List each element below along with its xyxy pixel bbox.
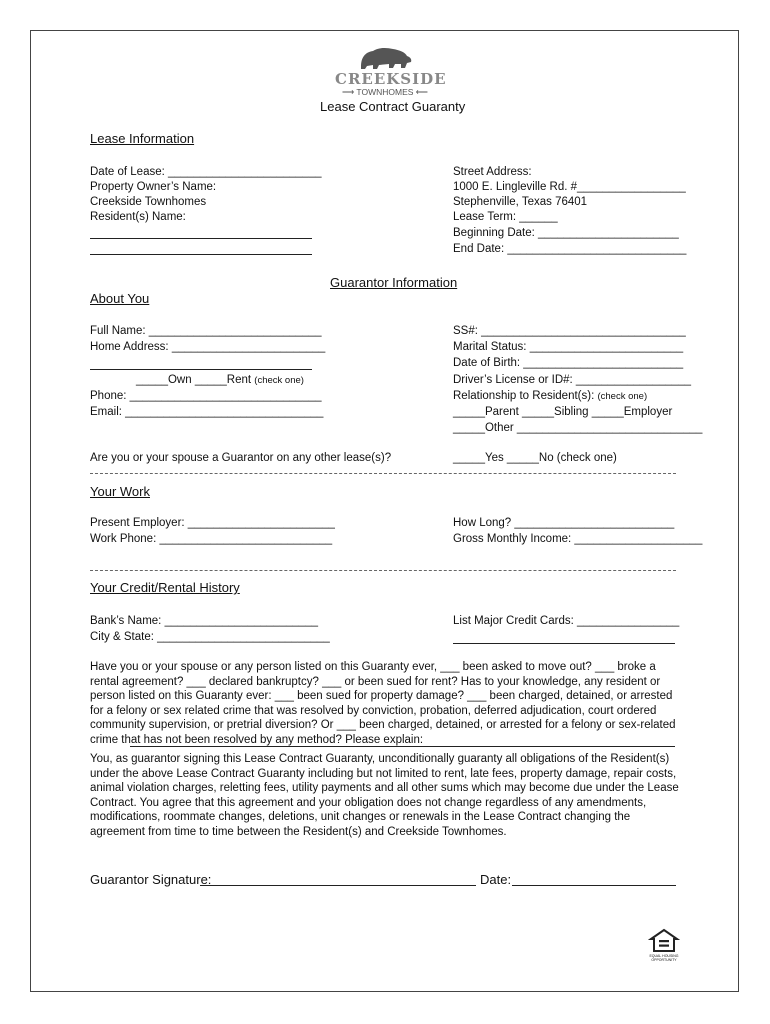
guaranty-agreement-paragraph: You, as guarantor signing this Lease Contract Guaranty, unconditionally guaranty all obligations of the Resident(s) under the above Lease Contract Guaranty including but not limited to rent, late fees, property damage, repair costs, animal violation charges, reletting fees, utility payments and all other sums which may become due under the Lease Contract. You agree that this agreement and your obligation does not change regardless of any amendments, modifications, roommate changes, deletions, unit changes or renewals in the Lease Contract changing the agreement from time to time between the Resident(s) and Creekside Townhomes. xyxy=(90,753,679,838)
divider xyxy=(90,570,676,571)
guarantor-signature-line[interactable] xyxy=(200,885,476,886)
residents-name-line-1[interactable] xyxy=(90,238,312,239)
relationship-check-note: (check one) xyxy=(597,391,648,402)
present-employer-field[interactable]: Present Employer: _______________________ xyxy=(90,517,335,529)
logo-name: CREEKSIDE xyxy=(335,70,447,88)
relationship-label xyxy=(453,390,647,402)
owner-name-label: Property Owner’s Name: xyxy=(90,181,217,193)
gross-income-field[interactable]: Gross Monthly Income: ____________________ xyxy=(453,533,703,545)
home-address-line-2[interactable] xyxy=(90,369,312,370)
arrow-icon: ⟶ xyxy=(342,87,355,97)
relationship-label-text: Relationship to Resident(s): xyxy=(453,390,595,402)
bank-name-field[interactable]: Bank’s Name: ________________________ xyxy=(90,615,319,627)
drivers-license-field[interactable]: Driver’s License or ID#: __________________ xyxy=(453,374,692,386)
other-lease-answer[interactable]: _____Yes _____No (check one) xyxy=(453,452,617,464)
section-guarantor-information: Guarantor Information xyxy=(330,275,458,290)
logo-subtitle xyxy=(335,87,435,98)
ssn-field[interactable]: SS#: ________________________________ xyxy=(453,325,686,337)
divider xyxy=(90,473,676,474)
logo-sub-text: TOWNHOMES xyxy=(356,87,414,97)
document-title: Lease Contract Guaranty xyxy=(320,99,466,114)
marital-status-field[interactable]: Marital Status: ________________________ xyxy=(453,341,684,353)
equal-housing-opportunity-icon xyxy=(648,928,680,957)
own-rent-text[interactable]: _____Own _____Rent xyxy=(136,374,252,386)
work-phone-field[interactable]: Work Phone: ___________________________ xyxy=(90,533,333,545)
section-credit-rental-history: Your Credit/Rental History xyxy=(90,580,240,595)
arrow-icon: ⟵ xyxy=(415,87,428,97)
other-lease-question: Are you or your spouse a Guarantor on any other lease(s)? xyxy=(90,452,392,464)
how-long-field[interactable]: How Long? _________________________ xyxy=(453,517,675,529)
email-field[interactable]: Email: _______________________________ xyxy=(90,406,324,418)
street-address-field[interactable]: 1000 E. Lingleville Rd. #_________________ xyxy=(453,181,686,193)
residents-name-line-2[interactable] xyxy=(90,254,312,255)
explain-line[interactable] xyxy=(130,746,675,747)
phone-field[interactable]: Phone: ______________________________ xyxy=(90,390,322,402)
relationship-options[interactable]: _____Parent _____Sibling _____Employer xyxy=(453,406,673,418)
history-questions-paragraph: Have you or your spouse or any person listed on this Guaranty ever, ___ been asked to move out? ___ broke a rental agreement? ___ declared bankruptcy? ___ or been sued for rent? Has to your knowledge, any resident or person listed on this Guaranty ever: ___ been sued for property damage? ___ been charged, detained, or arrested for a felony or sex related crime that was resolved by conviction, probation, deferred adjudication, court ordered community supervision, or pretrial diversion? Or ___ been charged, detained, or arrested for a felony or sex-related crime that has not been resolved by any method? Please explain: xyxy=(90,661,676,746)
own-rent-options[interactable] xyxy=(136,374,304,386)
equal-housing-text: EQUAL HOUSING OPPORTUNITY xyxy=(649,954,679,962)
date-of-birth-field[interactable]: Date of Birth: _________________________ xyxy=(453,357,684,369)
end-date-field[interactable]: End Date: ____________________________ xyxy=(453,243,687,255)
section-your-work: Your Work xyxy=(90,484,150,499)
signature-date-line[interactable] xyxy=(512,885,676,886)
guarantor-signature-label: Guarantor Signature: xyxy=(90,872,212,887)
credit-cards-line-2[interactable] xyxy=(453,643,675,644)
date-of-lease-field[interactable]: Date of Lease: ________________________ xyxy=(90,166,322,178)
relationship-other-field[interactable]: _____Other _____________________________ xyxy=(453,422,703,434)
beginning-date-field[interactable]: Beginning Date: ______________________ xyxy=(453,227,679,239)
home-address-field[interactable]: Home Address: ________________________ xyxy=(90,341,326,353)
signature-date-label: Date: xyxy=(480,872,512,887)
credit-cards-field[interactable]: List Major Credit Cards: ________________ xyxy=(453,615,680,627)
bank-city-state-field[interactable]: City & State: ___________________________ xyxy=(90,631,330,643)
city-state-value: Stephenville, Texas 76401 xyxy=(453,196,588,208)
street-address-label: Street Address: xyxy=(453,166,532,178)
lease-term-field[interactable]: Lease Term: ______ xyxy=(453,211,558,223)
section-lease-information: Lease Information xyxy=(90,131,195,146)
own-rent-check-note: (check one) xyxy=(254,375,304,386)
full-name-field[interactable]: Full Name: ___________________________ xyxy=(90,325,322,337)
residents-name-label: Resident(s) Name: xyxy=(90,211,186,223)
section-about-you: About You xyxy=(90,291,150,306)
owner-name-value: Creekside Townhomes xyxy=(90,196,207,208)
